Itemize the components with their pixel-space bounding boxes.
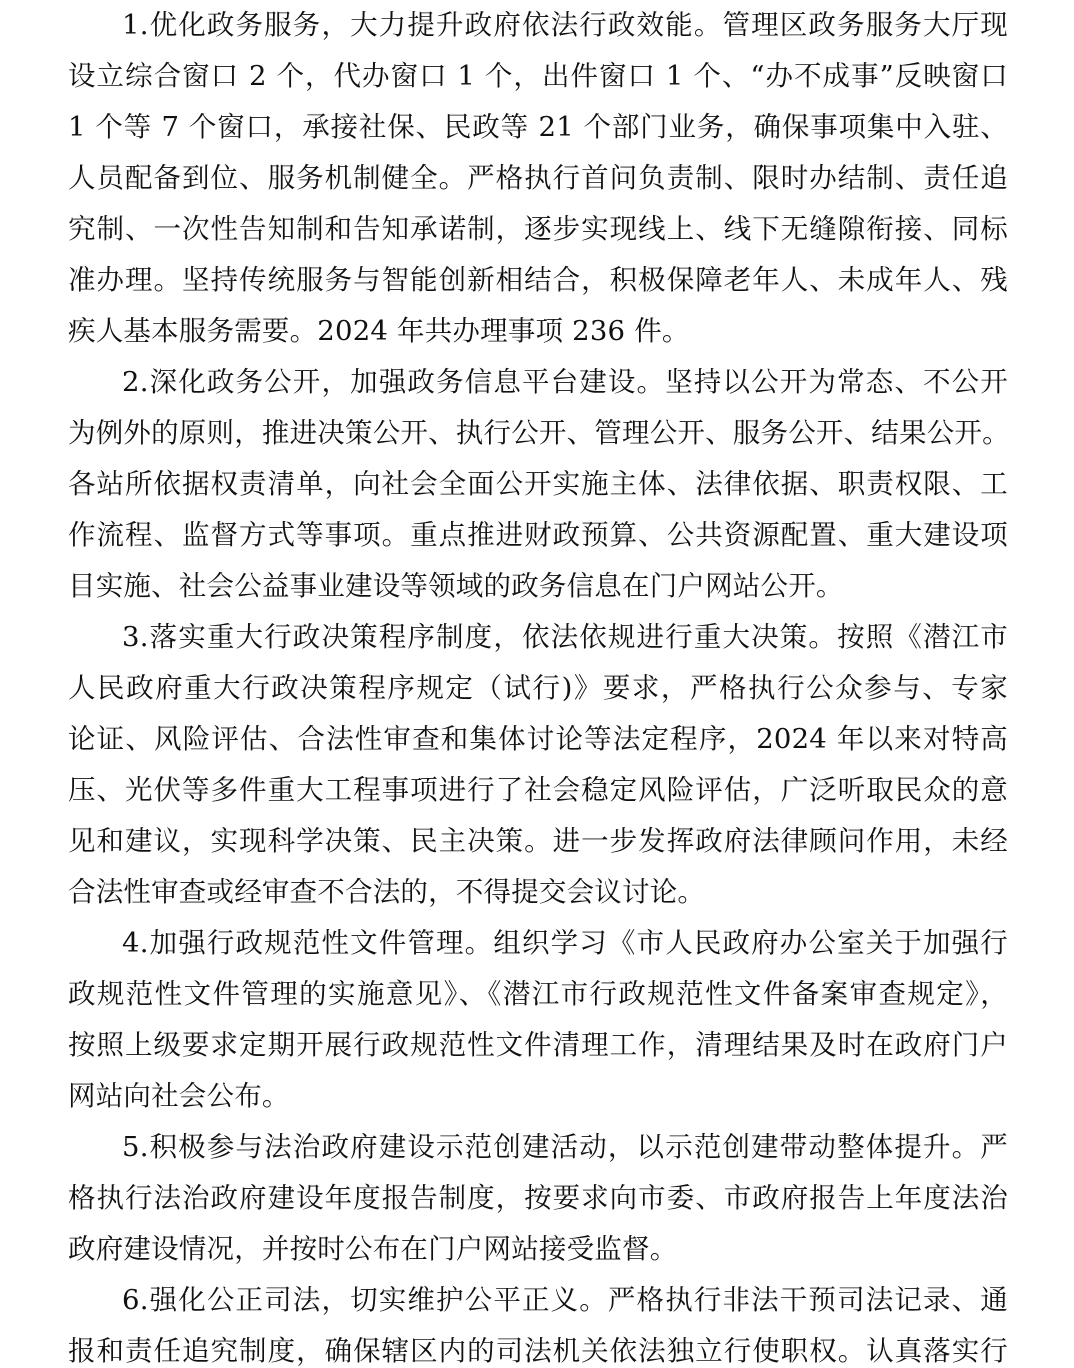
text-line: 网站向社会公布。	[68, 1080, 290, 1112]
text-line: 究制、一次性告知制和告知承诺制，逐步实现线上、线下无缝隙衔接、同标	[68, 213, 1008, 245]
text-line: 人员配备到位、服务机制健全。严格执行首问负责制、限时办结制、责任追	[68, 162, 1008, 194]
text-line: 6.强化公正司法，切实维护公平正义。严格执行非法干预司法记录、通	[122, 1284, 1008, 1316]
text-line: 作流程、监督方式等事项。重点推进财政预算、公共资源配置、重大建设项	[68, 519, 1008, 551]
text-line: 4.加强行政规范性文件管理。组织学习《市人民政府办公室关于加强行	[122, 927, 1008, 959]
text-line: 2.深化政务公开，加强政务信息平台建设。坚持以公开为常态、不公开	[122, 366, 1008, 398]
text-line: 合法性审查或经审查不合法的，不得提交会议讨论。	[68, 876, 706, 908]
text-line: 按照上级要求定期开展行政规范性文件清理工作，清理结果及时在政府门户	[68, 1029, 1008, 1061]
text-line: 各站所依据权责清单，向社会全面公开实施主体、法律依据、职责权限、工	[68, 468, 1008, 500]
text-line: 1.优化政务服务，大力提升政府依法行政效能。管理区政务服务大厅现	[122, 9, 1008, 41]
text-line: 格执行法治政府建设年度报告制度，按要求向市委、市政府报告上年度法治	[68, 1182, 1008, 1214]
text-line: 政规范性文件管理的实施意见》、《潜江市行政规范性文件备案审查规定》，	[68, 978, 1008, 1010]
text-line: 政府建设情况，并按时公布在门户网站接受监督。	[68, 1233, 678, 1265]
text-line: 人民政府重大行政决策程序规定（试行)》要求，严格执行公众参与、专家	[68, 672, 1008, 704]
text-line: 1 个等 7 个窗口，承接社保、民政等 21 个部门业务，确保事项集中入驻、	[68, 111, 1008, 143]
text-line: 3.落实重大行政决策程序制度，依法依规进行重大决策。按照《潜江市	[122, 621, 1008, 653]
text-line: 压、光伏等多件重大工程事项进行了社会稳定风险评估，广泛听取民众的意	[68, 774, 1008, 806]
text-line: 疾人基本服务需要。2024 年共办理事项 236 件。	[68, 315, 690, 347]
text-line: 报和责任追究制度，确保辖区内的司法机关依法独立行使职权。认真落实行	[68, 1335, 1008, 1367]
text-line: 目实施、社会公益事业建设等领域的政务信息在门户网站公开。	[68, 570, 844, 602]
text-line: 设立综合窗口 2 个，代办窗口 1 个，出件窗口 1 个、“办不成事”反映窗口	[68, 60, 1008, 92]
text-line: 准办理。坚持传统服务与智能创新相结合，积极保障老年人、未成年人、残	[68, 264, 1008, 296]
text-line: 5.积极参与法治政府建设示范创建活动，以示范创建带动整体提升。严	[122, 1131, 1008, 1163]
text-line: 论证、风险评估、合法性审查和集体讨论等法定程序，2024 年以来对特高	[68, 723, 1008, 755]
text-line: 为例外的原则，推进决策公开、执行公开、管理公开、服务公开、结果公开。	[68, 417, 1010, 449]
text-line: 见和建议，实现科学决策、民主决策。进一步发挥政府法律顾问作用，未经	[68, 825, 1008, 857]
